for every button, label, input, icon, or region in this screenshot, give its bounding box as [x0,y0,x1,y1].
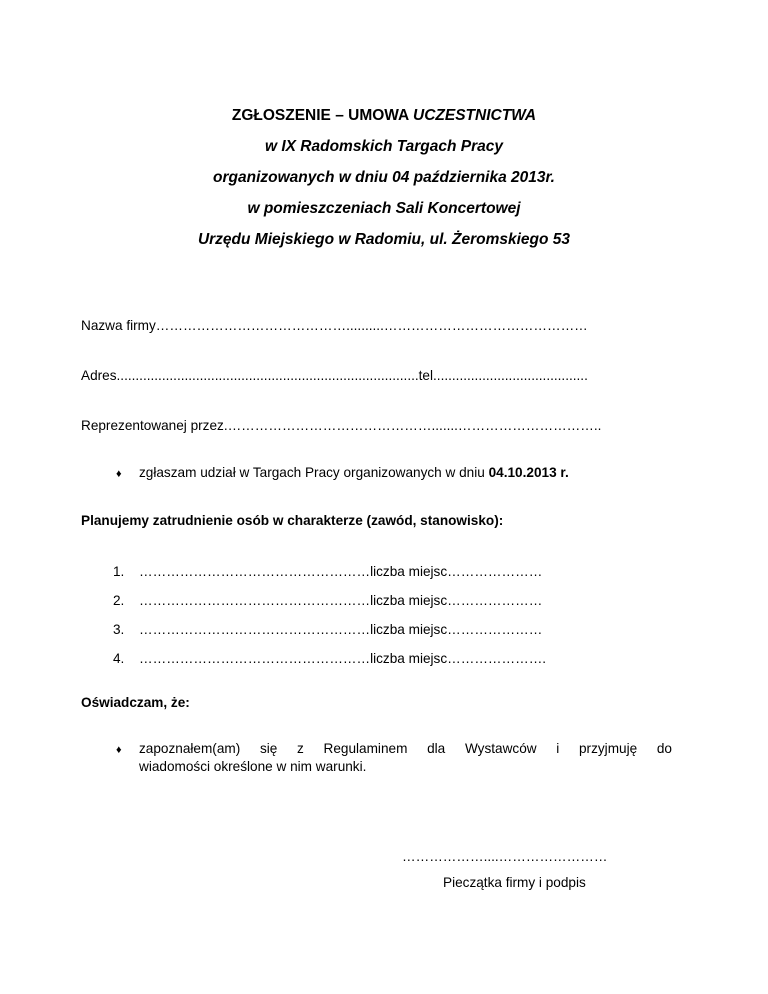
statement-line-1: zapoznałem(am) się z Regulaminem dla Wystawców i przyjmuję do [139,741,672,756]
title-line-4: w pomieszczeniach Sali Koncertowej [247,200,521,217]
event-date: 04.10.2013 r. [488,465,569,480]
signature-label: Pieczątka firmy i podpis [443,875,586,890]
position-row-2[interactable]: 2. ……………………………………………liczba miejsc………………… [113,593,543,608]
represented-by-field[interactable]: Reprezentowanej przez.……………………………………….......………………………….. [81,418,602,433]
tel-label: tel......................................... [418,368,588,383]
employment-heading: Planujemy zatrudnienie osób w charakterze (zawód, stanowisko): [81,513,504,528]
title-line-5: Urzędu Miejskiego w Radomiu, ul. Żeromskiego 53 [197,231,571,248]
diamond-bullet-icon: ♦ [116,468,122,480]
title-line-2: w IX Radomskich Targach Pracy [264,138,504,155]
title-line-1: ZGŁOSZENIE – UMOWA UCZESTNICTWA [231,107,537,124]
title-line-3: organizowanych w dniu 04 października 2013r. [213,169,555,186]
signature-line[interactable]: ………………....…………………… [402,849,608,864]
position-row-4[interactable]: 4. ……………………………………………liczba miejsc…………………. [113,651,547,666]
statement-line-2: wiadomości określone w nim warunki. [139,759,367,774]
statement-heading: Oświadczam, że: [81,695,190,710]
address-label: Adres................................................................................ [81,368,419,383]
form-title [0,104,768,259]
diamond-bullet-icon: ♦ [116,744,122,756]
company-name-field[interactable]: Nazwa firmy……………………………………..........……………………………………… [81,318,588,333]
participation-declaration: zgłaszam udział w Targach Pracy organizowanych w dniu 04.10.2013 r. [139,465,569,480]
position-row-1[interactable]: 1. ……………………………………………liczba miejsc………………… [113,564,543,579]
address-field[interactable] [81,367,588,385]
position-row-3[interactable]: 3. ……………………………………………liczba miejsc………………… [113,622,543,637]
